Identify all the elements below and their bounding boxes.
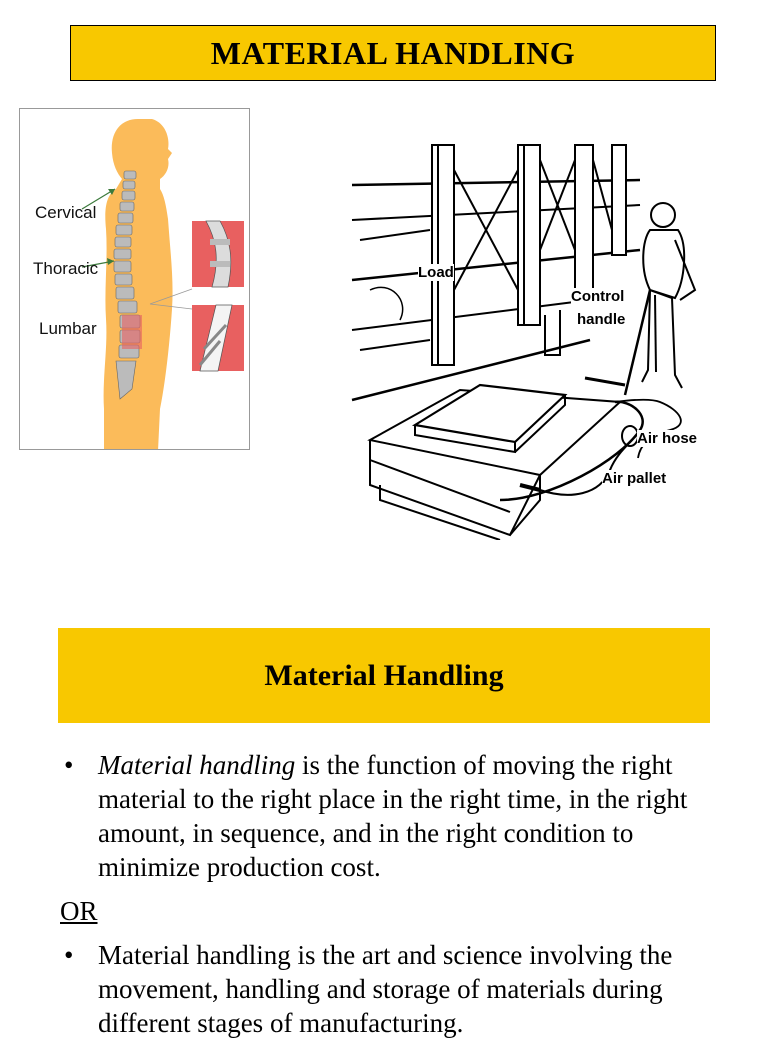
air-pallet-figure [350,140,720,540]
bullet-1-text: is the function of moving the right material to the right place in the right time, in the right amount, in sequence, and in the right condition to minimize production cost. [98,750,688,882]
section-heading-box [58,628,710,723]
bullet-2 [60,938,720,1040]
handle-label: handle [577,311,626,328]
page-title: MATERIAL HANDLING [210,34,576,71]
bullet-1 [60,748,720,884]
title-banner [70,25,716,81]
disc-detail-lower [192,305,244,371]
bullet-marker: • [64,750,74,780]
spine-figure [19,108,250,450]
or-separator: OR [60,896,98,926]
definition-text [60,748,720,1040]
cervical-label: Cervical [35,203,97,222]
lumbar-label: Lumbar [39,319,97,338]
load-label: Load [418,264,454,281]
spine-illustration [20,109,250,450]
disc-detail-upper [192,221,244,287]
section-heading: Material Handling [264,658,504,692]
thoracic-label: Thoracic [33,259,99,278]
bullet-marker: • [64,940,74,970]
control-label: Control [571,288,625,305]
bullet-1-term: Material handling [98,750,296,780]
lumbar-highlight [122,315,142,349]
air-hose-label: Air hose [637,430,698,447]
bullet-2-text: Material handling is the art and science involving the movement, handling and storage of materials during different stages of manufacturing. [98,940,673,1038]
body-silhouette [104,119,173,450]
air-pallet-label: Air pallet [602,470,667,487]
